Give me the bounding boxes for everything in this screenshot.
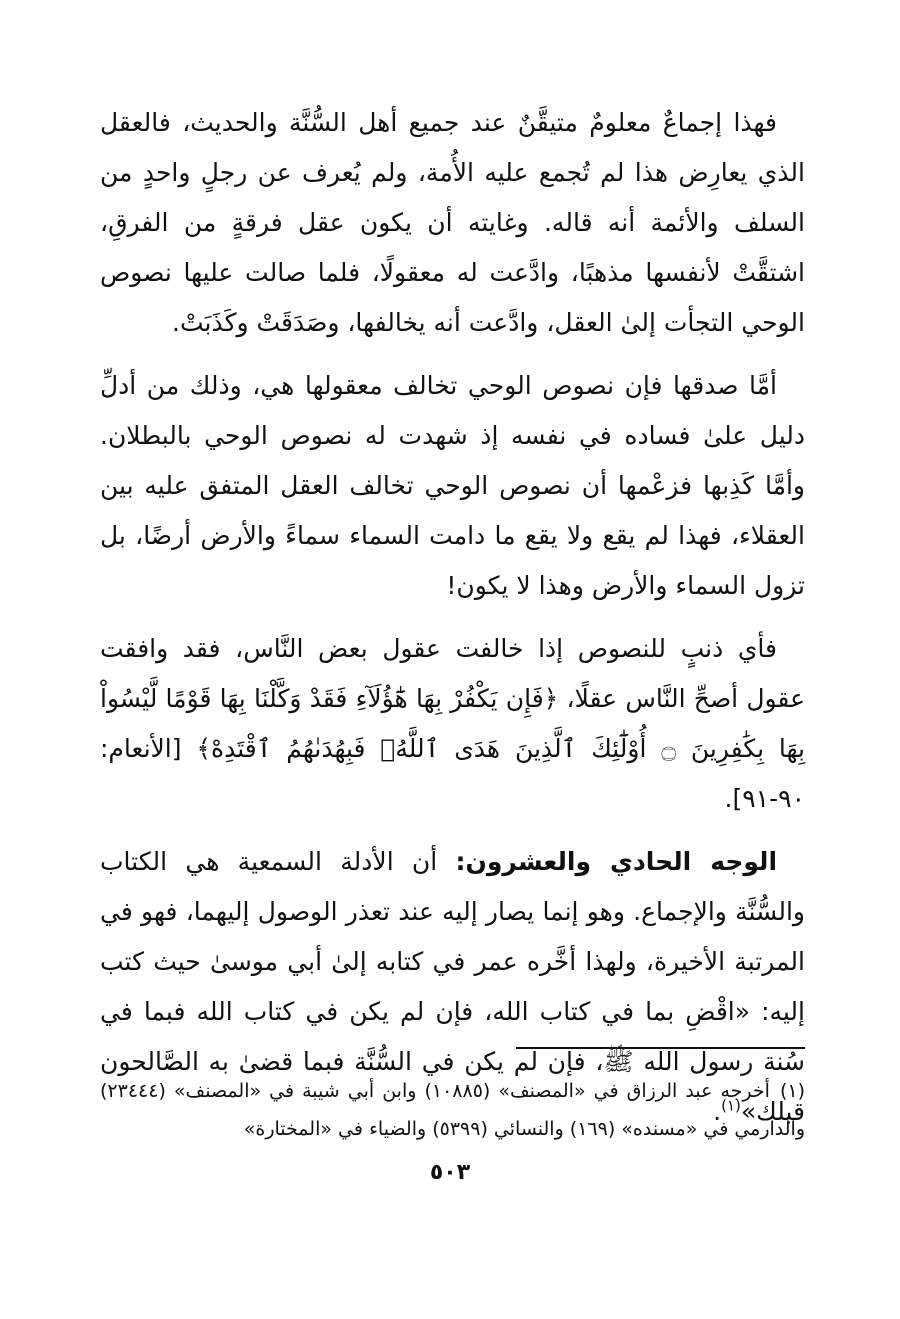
paragraph-body: أن الأدلة السمعية هي الكتاب والسُّنَّة والإجماع. وهو إنما يصار إليه عند تعذر الوصول إليهما، فهو في المرتبة الأخيرة، ولهذا أخَّره عمر في كتابه إلىٰ أبي موسىٰ حيث كتب إليه: «اقْضِ بما في كتاب الله، فإن لم يكن في كتاب الله فبما في سُنة رسول الله ﷺ، فإن لم يكن في السُّنَّة فبما قضىٰ به الصَّالحون قبلك» (100, 847, 805, 1126)
footnote-separator (516, 1047, 805, 1049)
paragraph-tail: . (713, 1097, 722, 1126)
page-number: ٥٠٣ (429, 1160, 471, 1185)
section-heading: الوجه الحادي والعشرون: (455, 847, 778, 876)
footnote-reference[interactable]: (١) (721, 1096, 741, 1115)
paragraph-truth-and-lie: أمَّا صدقها فإن نصوص الوحي تخالف معقولها هي، وذلك من أدلِّ دليل علىٰ فساده في نفسه إذ شهدت له نصوص الوحي بالبطلان. وأمَّا كَذِبها فزعْمها أن نصوص الوحي تخالف العقل المتفق عليه بين العقلاء، فهذا لم يقع ولا يقع ما دامت السماء سماءً والأرض أرضًا، بل تزول السماء والأرض وهذا لا يكون! (100, 371, 805, 600)
main-text (100, 98, 805, 1150)
paragraph-consensus: فهذا إجماعٌ معلومٌ متيقَّنٌ عند جميع أهل السُّنَّة والحديث، فالعقل الذي يعارِض هذا لم تُجمع عليه الأُمة، ولم يُعرف عن رجلٍ واحدٍ من السلف والأئمة أنه قاله. وغايته أن يكون عقل فرقةٍ من الفرقِ، اشتقَّتْ لأنفسها مذهبًا، وادَّعت له معقولًا، فلما صالت عليها نصوص الوحي التجأت إلىٰ العقل، وادَّعت أنه يخالفها، وصَدَقَتْ وكَذَبَتْ. (100, 108, 805, 337)
paragraph-quran-quote: فأي ذنبٍ للنصوص إذا خالفت عقول بعض النَّاس، فقد وافقت عقول أصحِّ النَّاس عقلًا، ﴿فَإِن يَكْفُرْ بِهَا هَٰٓؤُلَآءِ فَقَدْ وَكَّلْنَا بِهَا قَوْمًا لَّيْسُواْ بِهَا بِكَٰفِرِينَ ۝ أُوْلَٰٓئِكَ ٱلَّذِينَ هَدَى ٱللَّهُۖ فَبِهُدَىٰهُمُ ٱقْتَدِهْ﴾ [الأنعام: ٩٠-٩١]. (100, 634, 806, 813)
footnote-text: أخرجه عبد الرزاق في «المصنف» (١٠٨٨٥) وابن أبي شيبة في «المصنف» (٢٣٤٤٤) والدارمي في «مسنده» (١٦٩) والنسائي (٥٣٩٩) والضياء في «المختارة» (100, 1080, 805, 1140)
footnote (100, 1072, 805, 1148)
footnote-number: (١) (779, 1080, 805, 1102)
